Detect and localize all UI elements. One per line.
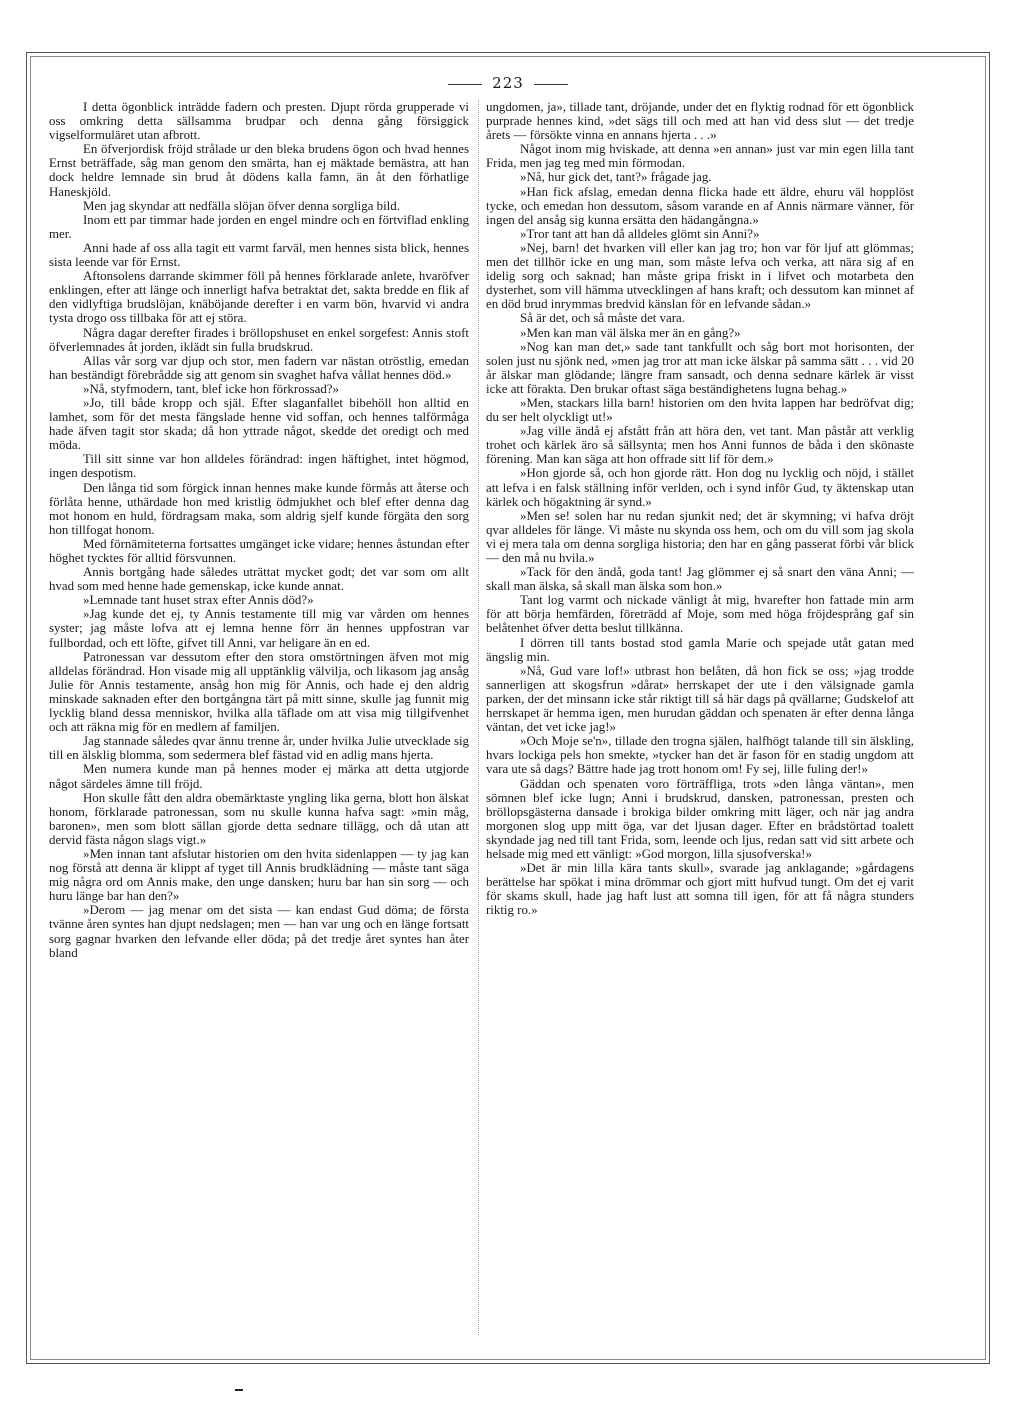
left-column-paragraph: »Lemnade tant huset strax efter Annis död?» bbox=[83, 593, 314, 608]
left-column-paragraph: Patronessan var dessutom efter den stora omstörtningen äfven mot mig alldelas förändrad. Hon visade mig all upptänklig välvilja, och likasom jag ansåg Julie för Annis testamente, ansåg hon mig för Annis, och hade ej den aldrig minskade saknaden efter den bortgångna tärt på mitt sinne, skulle jag funnit mig lycklig bland dessa menniskor, hvilka alla täflade om att visa mig tillgifvenhet och att räkna mig för en medlem af familjen. bbox=[49, 649, 469, 735]
right-column-paragraph: »Tror tant att han då alldeles glömt sin Anni?» bbox=[520, 226, 760, 241]
left-column-paragraph: Den långa tid som förgick innan hennes make kunde förmås att återse och förlåta henne, uthärdade hon med kristlig ödmjukhet och blef efter denna dag mot honom en huld, fördragsam maka, som aldrig sjelf kunde förgäta den sorg hon tillfogat honom. bbox=[49, 480, 469, 537]
right-column-paragraph: »Det är min lilla kära tants skull», svarade jag anklagande; »gårdagens berättelse har spökat i mina drömmar och gjort mitt hufvud tungt. Om det ej varit för skams skull, hade jag haft lust att somna till igen, för att få några stunders riktig ro.» bbox=[486, 861, 914, 918]
right-column-paragraph: »Men, stackars lilla barn! historien om den hvita lappen har bedröfvat dig; du ser helt olyckligt ut!» bbox=[486, 395, 914, 425]
left-column-paragraph: Hon skulle fått den aldra obemärktaste yngling lika gerna, blott hon älskat honom, förklarade patronessan, som nu skulle kunna hafva sagt: »min måg, baronen», men som blott sällan gjorde detta sednare tillägg, och då utan att dervid fästa någon slags vigt.» bbox=[49, 790, 469, 847]
right-column-paragraph: »Men kan man väl älska mer än en gång?» bbox=[520, 325, 741, 340]
left-column-paragraph: »Jo, till både kropp och själ. Efter slaganfallet bibehöll hon alltid en lamhet, som för det mesta fängslade henne vid soffan, och hennes talförmåga hade äfven tagit stor skada; då hon yttrade något, skedde det oredigt och med möda. bbox=[49, 395, 469, 453]
right-column-paragraph: Gäddan och spenaten voro förträffliga, trots »den långa väntan», men sömnen blef icke lugn; Anni i brudskrud, dansken, patronessan, presten och bröllopsgästerna dansade i brokiga bilder omkring mitt läger, och när jag andra morgonen slog upp mitt öga, var det ljusan dager. Efter en brådstörtad toalett skyndade jag ned till tant Frida, som, leende och ljus, redan satt vid sitt arbete och helsade mig med ett vänligt: »God morgon, lilla sjusofverska!» bbox=[486, 776, 914, 861]
left-column-paragraph: I detta ögonblick inträdde fadern och presten. Djupt rörda grupperade vi oss omkring detta sällsamma brudpar och denna gång försiggick vigselformuläret utan afbrott. bbox=[49, 100, 469, 143]
right-column bbox=[486, 100, 914, 917]
right-column-paragraph: »Han fick afslag, emedan denna flicka hade ett äldre, ehuru väl hopplöst tycke, och emedan hon dessutom, såsom varande en af Annis närmare vänner, för ingen del ansåg sig kunna ersätta den hädangångna.» bbox=[486, 184, 914, 227]
right-column-paragraph: Så är det, och så måste det vara. bbox=[520, 311, 686, 326]
left-column-paragraph: »Derom — jag menar om det sista — kan endast Gud döma; de första tvänne åren syntes han djupt nedslagen; men — han var ung och en länge fortsatt sorg gagnar hvarken den lefvande eller döda; på det tredje året syntes han åter bland bbox=[49, 903, 469, 960]
left-column-paragraph: »Nå, styfmodern, tant, blef icke hon förkrossad?» bbox=[83, 381, 339, 396]
left-column-paragraph: Med förnämiteterna fortsattes umgänget icke vidare; hennes åstundan efter höghet tycktes för alltid försvunnen. bbox=[49, 536, 469, 565]
right-column-paragraph: »Tack för den ändå, goda tant! Jag glömmer ej så snart den väna Anni; — skall man älska, så skall man älska som hon.» bbox=[486, 565, 914, 594]
right-column-paragraph: Tant log varmt och nickade vänligt åt mig, hvarefter hon fattade min arm för att börja hemfärden, företrädd af Moje, som med höga fröjdesprång gaf sin belåtenhet öfver detta beslut tillkänna. bbox=[486, 593, 914, 636]
right-column-paragraph: »Nå, hur gick det, tant?» frågade jag. bbox=[520, 170, 712, 185]
left-column-paragraph: Jag stannade således qvar ännu trenne år, under hvilka Julie utvecklade sig till en älsklig blomma, som sedermera blef fästad vid en adlig mans hjerta. bbox=[49, 734, 469, 763]
right-column-paragraph: »Nej, barn! det hvarken vill eller kan jag tro; hon var för ljuf att glömmas; men det tillhör icke en ung man, som måste lefva och verka, att nära sig af en idelig sorg och saknad; han måste gripa friskt in i lifvet och motarbeta den dysterhet, som vill hämma utvecklingen af hans kraft; och dessutom kan minnet af en död brud inrymmas bredvid känslan för en lefvande sådan.» bbox=[486, 240, 914, 312]
left-column-paragraph: »Jag kunde det ej, ty Annis testamente till mig var vården om hennes syster; jag måste lofva att ej lemna henne förr än hennes uppfostran var fullbordad, och ett löfte, gifvet till Anni, var heligare än en ed. bbox=[49, 607, 469, 650]
left-column-paragraph: Till sitt sinne var hon alldeles förändrad: ingen häftighet, intet högmod, ingen despotism. bbox=[49, 452, 469, 481]
left-column bbox=[49, 100, 469, 960]
page-number-dash-right bbox=[534, 84, 568, 85]
left-column-paragraph: Allas vår sorg var djup och stor, men fadern var nästan otröstlig, emedan han beständigt förebrådde sig att genom sin svaghet hafva vållat hennes död.» bbox=[49, 353, 469, 382]
left-column-paragraph: Men numera kunde man på hennes moder ej märka att detta utgjorde något särdeles ämne till fröjd. bbox=[49, 762, 469, 791]
right-column-paragraph: »Nog kan man det,» sade tant tankfullt och såg bort mot horisonten, der solen just nu sjönk ned, »men jag tror att man icke älskar på samma sätt . . . vid 20 år älskar man glödande; längre fram sansadt, och denna sednare kärlek är visst icke att förakta. Den brukar oftast säga beständighetens lugna behag.» bbox=[486, 339, 914, 396]
left-column-paragraph: En öfverjordisk fröjd strålade ur den bleka brudens ögon och hvad hennes Ernst beträffade, såg man genom den smärta, han ej mäktade bemästra, att han dock heldre lemnade sin brud åt dödens kalla famn, än åt den förhatlige Haneskjöld. bbox=[49, 142, 469, 199]
left-column-paragraph: Några dagar derefter firades i bröllopshuset en enkel sorgefest: Annis stoft öfverlemnades åt jorden, iklädt sin fulla brudskrud. bbox=[49, 325, 469, 354]
bottom-printer-mark bbox=[235, 1389, 243, 1391]
right-column-paragraph: »Men se! solen har nu redan sjunkit ned; det är skymning; vi hafva dröjt qvar alldeles för länge. Vi måste nu skynda oss hem, och om du vill som jag skola vi ej mera tala om denna sorgliga historia; den har en gång passerat förbi vår blick — den må nu hvila.» bbox=[486, 508, 914, 565]
right-column-paragraph: »Jag ville ändå ej afstått från att höra den, vet tant. Man påstår att verklig trohet och kärlek äro så sällsynta; men hos Anni funnos de båda i den skönaste förening. Man kan säga att hon offrade sitt lif för dem.» bbox=[486, 424, 914, 467]
page-number-value: 223 bbox=[492, 74, 524, 92]
right-column-paragraph: I dörren till tants bostad stod gamla Marie och spejade utåt gatan med ängslig min. bbox=[486, 635, 914, 664]
left-column-paragraph: Annis bortgång hade således uträttat mycket godt; det var som om allt hvad som med henne hade gemenskap, icke kunde annat. bbox=[49, 565, 469, 594]
left-column-paragraph: Aftonsolens darrande skimmer föll på hennes förklarade anlete, hvaröfver enklingen, efter att länge och innerligt hafva betraktat det, sakta bredde en flik af den vidlyftiga brudslöjan, knäböjande derefter i en varm bön, hvarvid vi andra tysta drogo oss tillbaka för att ej störa. bbox=[49, 269, 469, 326]
left-column-paragraph: »Men innan tant afslutar historien om den hvita sidenlappen — ty jag kan nog förstå att denna är klippt af tyget till Annis brudklädning — måste tant säga mig några ord om Annis make, den unge dansken; huru bar han sin sorg — och huru länge bar han den?» bbox=[49, 846, 469, 904]
column-divider bbox=[478, 100, 479, 1335]
right-column-paragraph: »Nå, Gud vare lof!» utbrast hon belåten, då hon fick se oss; »jag trodde sannerligen att skogsfrun »dårat» herrskapet der ute i den välsignade gamla parken, der det minsann icke står riktigt till så här dags på qvällarne; Gudskelof att herrskapet är hemma igen, men hurudan gäddan och spenaten är efter denna långa väntan, det vet icke jag!» bbox=[486, 663, 914, 735]
left-column-paragraph: Anni hade af oss alla tagit ett varmt farväl, men hennes sista blick, hennes sista leende var för Ernst. bbox=[49, 240, 469, 270]
left-column-paragraph: Inom ett par timmar hade jorden en engel mindre och en förtviflad enkling mer. bbox=[49, 212, 469, 241]
right-column-paragraph: »Hon gjorde så, och hon gjorde rätt. Hon dog nu lycklig och nöjd, i stället att lefva i en falsk ställning inför verlden, och i synd inför Gud, ty äktenskap utan kärlek och högaktning är synd.» bbox=[486, 466, 914, 509]
page-number bbox=[0, 74, 1016, 92]
left-column-paragraph: Men jag skyndar att nedfälla slöjan öfver denna sorgliga bild. bbox=[83, 198, 400, 213]
right-column-paragraph: »Och Moje se'n», tillade den trogna själen, halfhögt talande till sin älskling, hvars lockiga pels hon smekte, »tycker han det är fason för en stadig ungdom att vara ute så dags? Bättre hade jag trott honom om! Fy sej, lille fuling der!» bbox=[486, 734, 914, 777]
right-column-paragraph: ungdomen, ja», tillade tant, dröjande, under det en flyktig rodnad för ett ögonblick purprade hennes kind, »det sägs till och med att han vid dess slut — det tredje årets — försökte vinna en annans hjerta . . .» bbox=[486, 100, 914, 143]
right-column-paragraph: Något inom mig hviskade, att denna »en annan» just var min egen lilla tant Frida, men jag teg med min förmodan. bbox=[486, 142, 914, 171]
page-number-dash-left bbox=[448, 84, 482, 85]
